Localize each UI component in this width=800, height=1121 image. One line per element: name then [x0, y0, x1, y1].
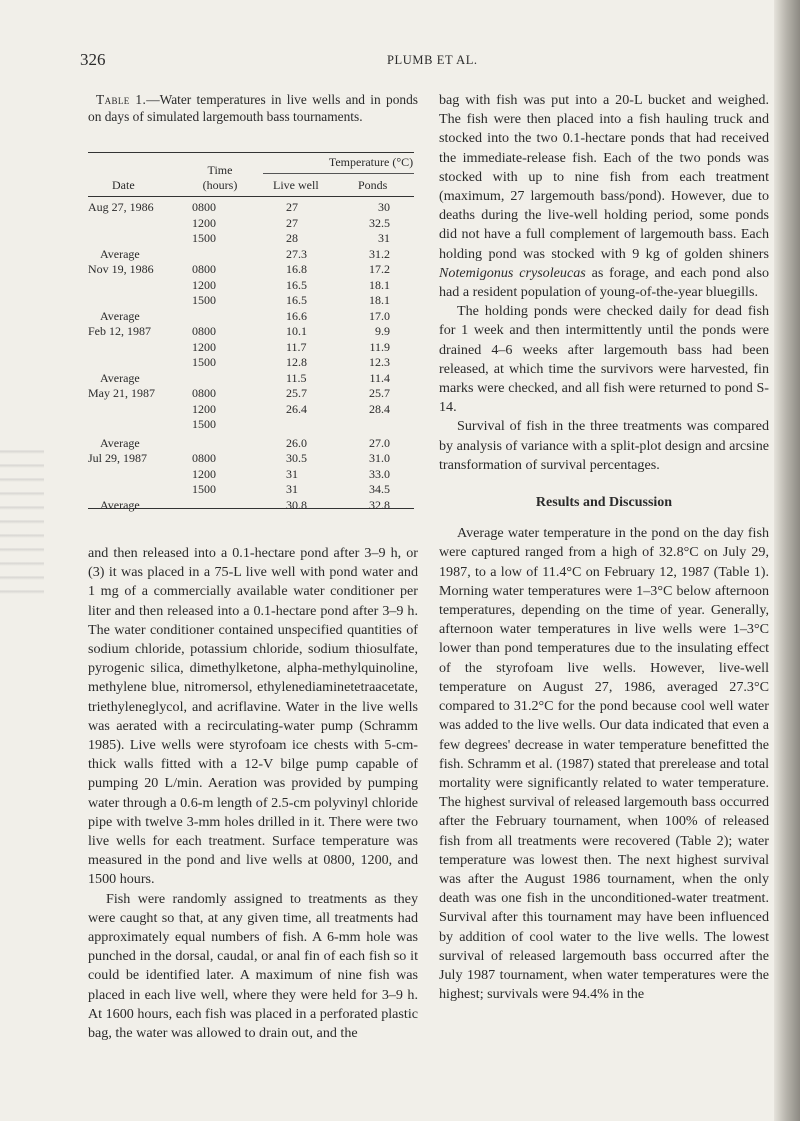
table-row-time: 1500: [192, 482, 216, 496]
left-paragraph-1: and then released into a 0.1-hectare pond after 3–9 h, or (3) it was placed in a 75-L live well with pond water and 1 mg of a commercially available water conditioner per liter and then released into a 0.1-hectare pond after 3–9 h. The water conditioner contained unspecified quantities of sodium chloride, potassium chloride, sodium thiosulfate, pyrogenic silica, dimethylketone, alpha-methylquinoline, methylene blue, nitromersol, ethylenediaminetetraacetate, triethyleneglycol, and acriflavine. Water in the live wells was aerated with a recirculating-water pump (Schramm 1985). Live wells were styrofoam ice chests with 5-cm-thick walls fitted with a 12-V bilge pump capable of pumping 20 L/min. Aeration was provided by pumping water through a 0.6-m length of 2.5-cm polyvinyl chloride pipe with twelve 3-mm holes drilled in it. There were two live wells for each treatment. Surface temperature was measured in the pond and live wells at 0800, 1200, and 1500 hours.: [88, 545, 418, 888]
table-row-pond: 18.1: [369, 293, 390, 307]
table-row-time: 1200: [192, 466, 216, 481]
table-row-pond: 17.0: [369, 308, 390, 323]
table-row-live-well: 27: [286, 200, 298, 214]
table-row-date: May 21, 1987: [88, 386, 155, 400]
table-row-time: 1500: [192, 355, 216, 369]
table-row-date: Average: [100, 497, 140, 512]
page-edge-shadow: [774, 0, 800, 1121]
table-row-pond: 32.8: [369, 497, 390, 512]
table-row-pond: 9.9: [375, 324, 390, 338]
table-row-time: 0800: [192, 324, 216, 338]
section-heading: Results and Discussion: [535, 495, 673, 511]
left-paragraph-2: Fish were randomly assigned to treatments as they were caught so that, at any given time, all treatments had approximately equal numbers of fish. A 6-mm hole was punched in the dorsal, caudal, or anal fin of each fish so it could be identified later. A maximum of nine fish was placed in each live well, where they were held for 3–9 h. At 1600 hours, each fish was placed in a perforated plastic bag, the water was allowed to drain out, and the: [88, 890, 418, 1042]
table-row-live-well: 10.1: [286, 324, 307, 338]
table-row-live-well: 25.7: [286, 386, 307, 400]
table-row-live-well: 28: [286, 231, 298, 245]
table-row-live-well: 30.8: [286, 497, 307, 512]
table-row-live-well: 26.0: [286, 435, 307, 450]
table-row-live-well: 16.6: [286, 308, 307, 323]
table-row-pond: 11.4: [369, 370, 390, 385]
header-date: Date: [112, 178, 135, 192]
right-paragraph-1: [439, 91, 769, 302]
table-caption: [88, 92, 418, 125]
table-row-date: Aug 27, 1986: [88, 200, 154, 214]
table-row-time: 0800: [192, 200, 216, 214]
header-live-well: Live well: [273, 178, 319, 192]
table-row-date: Average: [100, 435, 140, 450]
table-row-date: Average: [100, 370, 140, 385]
page-number: 326: [80, 50, 106, 69]
table-row-pond: 34.5: [369, 482, 390, 496]
table-caption-text: —Water temperatures in live wells and in ponds on days of simulated largemouth bass tournaments.: [88, 92, 419, 124]
table-row-time: 1200: [192, 401, 216, 416]
table-row-date: Feb 12, 1987: [88, 324, 151, 338]
table-row-time: 0800: [192, 451, 216, 465]
table-bottom-rule: [88, 508, 414, 509]
table-row-pond: 31.2: [369, 246, 390, 261]
right-paragraph-1-start: bag with fish was put into a 20-L bucket and weighed. The fish were then placed into a fish hauling truck and stocked into the two 0.1-hectare ponds that had received the immediate-release fish. Each of the two ponds was stocked with up to nine fish from each treatment (maximum, 27 largemouth bass/pond). However, due to deaths during the live-well holding period, some ponds did not have a full complement of largemouth bass. Each holding pond was stocked with 9 kg of golden shiners: [439, 92, 769, 262]
table-row-live-well: 26.4: [286, 401, 307, 416]
table-row-time: 1500: [192, 231, 216, 245]
table-row-date: Average: [100, 246, 140, 261]
table-row-pond: 31: [378, 231, 390, 245]
table-row-date: Jul 29, 1987: [88, 451, 148, 465]
spanner-rule: [263, 173, 414, 174]
table-row-time: 0800: [192, 386, 216, 400]
table-label: Table 1.: [96, 92, 147, 107]
table-row-live-well: 27: [286, 215, 298, 230]
table-row-time: 1500: [192, 293, 216, 307]
table-row-live-well: 16.5: [286, 293, 307, 307]
table-row-live-well: 31: [286, 466, 298, 481]
table-row-live-well: 12.8: [286, 355, 307, 369]
table-row-pond: 27.0: [369, 435, 390, 450]
bleed-through-marks: [0, 440, 44, 600]
table-row-pond: 18.1: [369, 277, 390, 292]
header-time: Time (hours): [202, 163, 238, 192]
right-paragraph-2: The holding ponds were checked daily for dead fish for 1 week and then intermittently until the ponds were drained 4–6 weeks after largemouth bass had been released, at which time the survivors were harvested, fin marks were checked, and all fish were returned to pond S-14.: [439, 303, 769, 416]
table-row-time: 0800: [192, 262, 216, 276]
table-row-pond: 17.2: [369, 262, 390, 276]
running-head: PLUMB ET AL.: [387, 53, 478, 67]
table-row-pond: 25.7: [369, 386, 390, 400]
table-row-time: 1200: [192, 339, 216, 354]
table-row-time: 1200: [192, 277, 216, 292]
species-name: Notemigonus crysoleucas: [439, 264, 586, 281]
table-row-live-well: 11.5: [286, 370, 307, 385]
header-temperature: Temperature (°C): [328, 155, 414, 169]
table-row-date: Nov 19, 1986: [88, 262, 154, 276]
header-bottom-rule: [88, 196, 414, 197]
table-row-pond: 31.0: [369, 451, 390, 465]
table-row-pond: 12.3: [369, 355, 390, 369]
table-row-pond: 30: [378, 200, 390, 214]
table-row-live-well: 30.5: [286, 451, 307, 465]
table-row-live-well: 27.3: [286, 246, 307, 261]
table-row-pond: 32.5: [369, 215, 390, 230]
right-column: [439, 91, 769, 1004]
table-row-live-well: 31: [286, 482, 298, 496]
table-row-live-well: 11.7: [286, 339, 307, 354]
right-paragraph-4: Average water temperature in the pond on the day fish were captured ranged from a high of 32.8°C on July 29, 1987, to a low of 11.4°C on February 12, 1987 (Table 1). Morning water temperatures were 1–3°C below afternoon temperatures, depending on the time of year. Generally, afternoon water temperatures in live wells were 1–3°C lower than pond temperatures due to the insulating effect of the styrofoam live wells. However, live-well temperature on August 27, 1986, averaged 27.3°C compared to 31.2°C for the pond because cool well water was added to the live wells. Our data indicated that even a few degrees' decrease in water temperature benefitted the fish. Schramm et al. (1987) stated that prerelease and total mortality were significantly related to water temperature. The highest survival of released largemouth bass occurred after the February tournament, when 100% of released fish from all treatments were recovered (Table 2); water temperature was lowest then. The next highest survival was after the August 1986 tournament, when the only death was one fish in the unconditioned-water treatment. Survival after this tournament may have been influenced by addition of cool water to the live wells. The lowest survival of released largemouth bass occurred after the July 1987 tournament, when water temperatures were the highest; survivals were 94.4% in the: [439, 525, 769, 1003]
table-row-time: 1200: [192, 215, 216, 230]
table-row-live-well: 16.5: [286, 277, 307, 292]
table-top-rule: [88, 152, 414, 153]
table-row-pond: 11.9: [369, 339, 390, 354]
table-row-time: 1500: [192, 417, 216, 431]
left-column: [88, 544, 418, 1043]
table-row-live-well: 16.8: [286, 262, 307, 276]
table-row-pond: 33.0: [369, 466, 390, 481]
right-paragraph-1-end: as forage, and each pond also had a resident population of young-of-the-year bluegills.: [439, 264, 769, 301]
header-ponds: Ponds: [358, 178, 388, 192]
right-paragraph-3: Survival of fish in the three treatments was compared by analysis of variance with a split-plot design and arcsine transformation of survival percentages.: [439, 418, 769, 473]
table-row-pond: 28.4: [369, 401, 390, 416]
table-row-date: Average: [100, 308, 140, 323]
